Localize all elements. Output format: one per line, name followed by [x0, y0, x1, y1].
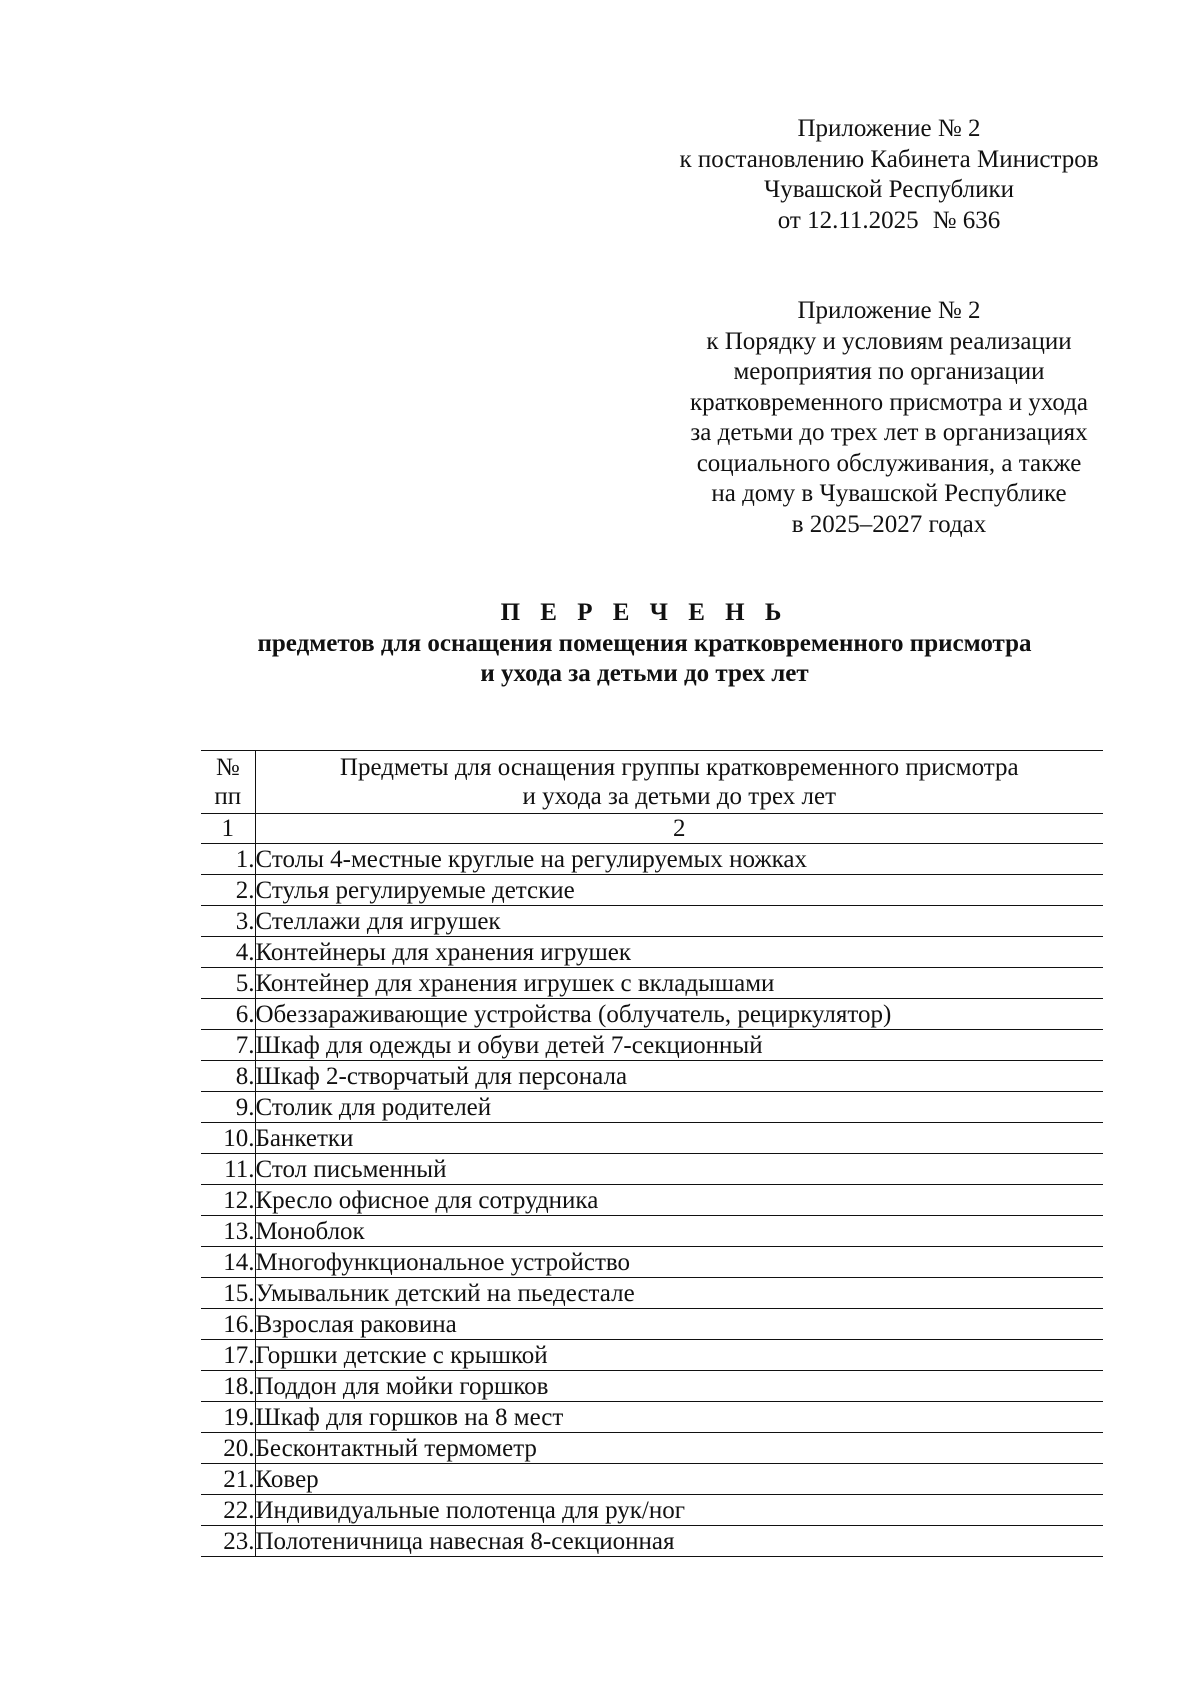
annex-cabinet-decree: [609, 114, 1169, 236]
item-name: Банкетки: [255, 1123, 1103, 1154]
annex-procedure-line: Приложение № 2: [797, 297, 981, 324]
annex-procedure: [609, 296, 1169, 540]
annex-cabinet-line2: к постановлению Кабинета Министров: [679, 145, 1099, 173]
annex-procedure-line: мероприятия по организации: [733, 358, 1045, 385]
row-number: 3.: [201, 906, 255, 937]
item-name: Стеллажи для игрушек: [255, 906, 1103, 937]
annex-procedure-line: социального обслуживания, а также: [696, 449, 1082, 477]
header-items-line1: Предметы для оснащения группы кратковременного присмотра: [339, 754, 1019, 781]
row-number: 4.: [201, 937, 255, 968]
item-name: Шкаф для одежды и обуви детей 7-секционный: [255, 1030, 1103, 1061]
column-number-1: 1: [201, 814, 255, 844]
item-name: Индивидуальные полотенца для рук/ног: [255, 1495, 1103, 1526]
item-name: Обеззараживающие устройства (облучатель, рециркулятор): [255, 999, 1103, 1030]
column-number-2: 2: [255, 814, 1103, 844]
table-row: [201, 875, 1103, 906]
table-row: [201, 1185, 1103, 1216]
item-name: Бесконтактный термометр: [255, 1433, 1103, 1464]
document-subtitle-line1: предметов для оснащения помещения кратковременного присмотра: [257, 629, 1032, 657]
row-number: 21.: [201, 1464, 255, 1495]
document-subtitle-line2: и ухода за детьми до трех лет: [480, 660, 809, 687]
table-row: [201, 1464, 1103, 1495]
item-name: Многофункциональное устройство: [255, 1247, 1103, 1278]
items-table-body: [201, 844, 1103, 1557]
item-name: Полотеничница навесная 8-секционная: [255, 1526, 1103, 1557]
table-row: [201, 1216, 1103, 1247]
item-name: Стулья регулируемые детские: [255, 875, 1103, 906]
decree-date: от 12.11.2025: [777, 206, 919, 234]
table-row: [201, 1278, 1103, 1309]
row-number: 22.: [201, 1495, 255, 1526]
title-block: [186, 598, 1103, 690]
item-name: Ковер: [255, 1464, 1103, 1495]
item-name: Шкаф 2-створчатый для персонала: [255, 1061, 1103, 1092]
row-number: 11.: [201, 1154, 255, 1185]
row-number: 6.: [201, 999, 255, 1030]
table-row: [201, 1123, 1103, 1154]
table-row: [201, 906, 1103, 937]
column-numbering-row: [201, 814, 1103, 844]
annex-procedure-line: в 2025–2027 годах: [791, 510, 987, 538]
item-name: Шкаф для горшков на 8 мест: [255, 1402, 1103, 1433]
row-number: 15.: [201, 1278, 255, 1309]
row-number: 13.: [201, 1216, 255, 1247]
item-name: Контейнеры для хранения игрушек: [255, 937, 1103, 968]
row-number: 2.: [201, 875, 255, 906]
table-row: [201, 1433, 1103, 1464]
table-row: [201, 1247, 1103, 1278]
annex-cabinet-line3: Чувашской Республики: [763, 176, 1015, 203]
row-number: 9.: [201, 1092, 255, 1123]
table-row: [201, 1154, 1103, 1185]
table-row: [201, 1340, 1103, 1371]
annex-cabinet-line1: Приложение № 2: [797, 115, 981, 142]
item-name: Поддон для мойки горшков: [255, 1371, 1103, 1402]
table-row: [201, 1061, 1103, 1092]
annex-procedure-line: кратковременного присмотра и ухода: [689, 388, 1089, 416]
row-number: 8.: [201, 1061, 255, 1092]
row-number: 14.: [201, 1247, 255, 1278]
table-row: [201, 1402, 1103, 1433]
item-name: Стол письменный: [255, 1154, 1103, 1185]
table-row: [201, 1092, 1103, 1123]
table-row: [201, 844, 1103, 875]
annex-cabinet-date-line: [609, 206, 1169, 237]
row-number: 12.: [201, 1185, 255, 1216]
decree-number: № 636: [932, 206, 1001, 234]
annex-procedure-line: к Порядку и условиям реализации: [706, 327, 1072, 355]
header-number-cell: [201, 751, 255, 814]
header-number-line2: пп: [214, 783, 242, 810]
table-row: [201, 1526, 1103, 1557]
item-name: Столы 4-местные круглые на регулируемых ножках: [255, 844, 1103, 875]
annex-procedure-line: на дому в Чувашской Республике: [711, 480, 1067, 507]
header-items-line2: и ухода за детьми до трех лет: [522, 783, 837, 810]
row-number: 20.: [201, 1433, 255, 1464]
item-name: Взрослая раковина: [255, 1309, 1103, 1340]
table-row: [201, 1495, 1103, 1526]
items-table: [201, 750, 1103, 1557]
row-number: 18.: [201, 1371, 255, 1402]
header-items-cell: [255, 751, 1103, 814]
row-number: 16.: [201, 1309, 255, 1340]
item-name: Столик для родителей: [255, 1092, 1103, 1123]
item-name: Контейнер для хранения игрушек с вкладышами: [255, 968, 1103, 999]
row-number: 19.: [201, 1402, 255, 1433]
annex-procedure-line: за детьми до трех лет в организациях: [690, 419, 1088, 446]
row-number: 23.: [201, 1526, 255, 1557]
header-number-line1: №: [215, 754, 240, 781]
table-row: [201, 1309, 1103, 1340]
row-number: 17.: [201, 1340, 255, 1371]
row-number: 1.: [201, 844, 255, 875]
document-title: П Е Р Е Ч Е Н Ь: [500, 599, 789, 626]
table-row: [201, 1371, 1103, 1402]
item-name: Умывальник детский на пьедестале: [255, 1278, 1103, 1309]
row-number: 5.: [201, 968, 255, 999]
table-row: [201, 999, 1103, 1030]
table-row: [201, 937, 1103, 968]
item-name: Кресло офисное для сотрудника: [255, 1185, 1103, 1216]
table-row: [201, 968, 1103, 999]
table-row: [201, 1030, 1103, 1061]
row-number: 10.: [201, 1123, 255, 1154]
table-header-row: [201, 751, 1103, 814]
row-number: 7.: [201, 1030, 255, 1061]
item-name: Горшки детские с крышкой: [255, 1340, 1103, 1371]
item-name: Моноблок: [255, 1216, 1103, 1247]
